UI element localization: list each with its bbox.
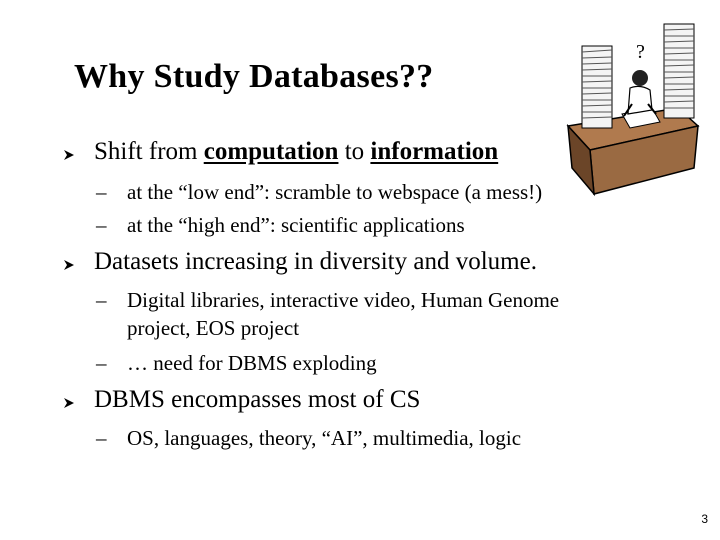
arrowhead-bullet-icon	[63, 397, 75, 409]
sub-item-text: Digital libraries, interactive video, Human Genome	[127, 288, 560, 312]
bullet-1-text	[94, 138, 498, 166]
bullet-3-text: DBMS encompasses most of CS	[94, 386, 421, 413]
slide-title: Why Study Databases??	[74, 58, 434, 95]
question-mark: ?	[636, 41, 645, 63]
dash: –	[96, 288, 107, 312]
page-number: 3	[701, 512, 708, 526]
bullet-2-text: Datasets increasing in diversity and volume.	[94, 248, 537, 275]
sub-item-text: OS, languages, theory, “AI”, multimedia, logic	[127, 426, 522, 450]
bullet-1-computation: computation	[203, 138, 339, 165]
dash: –	[96, 426, 107, 450]
dash: –	[96, 213, 107, 237]
sub-item-text: project, EOS project	[127, 316, 300, 340]
arrowhead-bullet-icon	[63, 259, 75, 271]
sub-item-text: … need for DBMS exploding	[127, 351, 377, 375]
bullet-1-connector: to	[338, 138, 371, 165]
bullet-1-information: information	[370, 138, 499, 165]
dash: –	[96, 180, 107, 204]
sub-item-text: at the “high end”: scientific applications	[127, 213, 465, 237]
sub-item-text: at the “low end”: scramble to webspace (a mess!)	[127, 180, 543, 204]
dash: –	[96, 351, 107, 375]
paper-stacks-clipart	[560, 18, 700, 198]
bullet-1-prefix: Shift from	[94, 138, 204, 165]
arrowhead-bullet-icon	[63, 149, 75, 161]
